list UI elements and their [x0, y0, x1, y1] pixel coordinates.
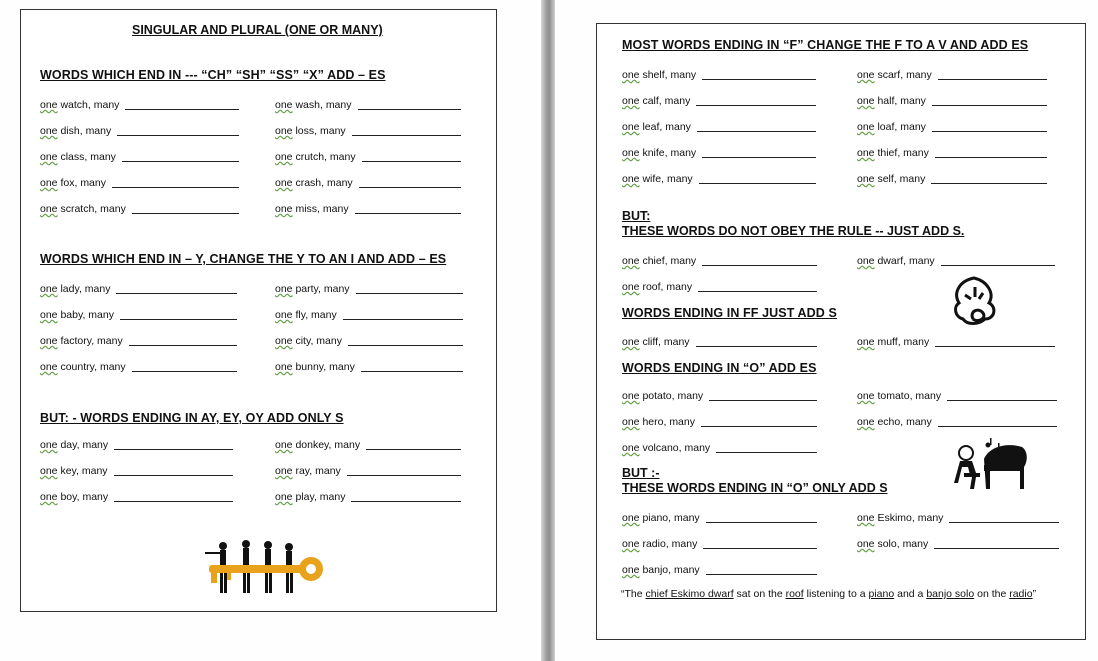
exercise-item: one thief, many — [857, 147, 929, 159]
word-many: many — [900, 121, 926, 133]
word-one: one — [275, 177, 293, 189]
answer-blank[interactable] — [702, 254, 817, 266]
exercise-item: one baby, many — [40, 309, 114, 321]
word-many: many — [82, 439, 109, 451]
singular-word: leaf — [642, 121, 660, 133]
answer-blank[interactable] — [709, 389, 817, 401]
singular-word: potato — [642, 390, 672, 402]
singular-word: day — [60, 439, 77, 451]
exercise-item: one calf, many — [622, 95, 691, 107]
singular-word: donkey — [295, 439, 329, 451]
word-one: one — [622, 538, 640, 550]
singular-word: ray — [295, 465, 310, 477]
answer-blank[interactable] — [697, 120, 816, 132]
word-one: one — [857, 173, 875, 185]
heading-just-add-s: THESE WORDS DO NOT OBEY THE RULE -- JUST ADD S. — [622, 224, 965, 238]
heading-exceptions-o — [622, 466, 888, 496]
answer-blank[interactable] — [132, 202, 239, 214]
exercise-item: one self, many — [857, 173, 926, 185]
answer-blank[interactable] — [355, 202, 461, 214]
word-one: one — [275, 439, 293, 451]
quote-text: ” — [1032, 588, 1037, 600]
word-many: many — [906, 416, 932, 428]
word-one: one — [857, 95, 875, 107]
answer-blank[interactable] — [696, 335, 817, 347]
word-one: one — [857, 538, 875, 550]
word-one: one — [275, 309, 293, 321]
answer-blank[interactable] — [356, 282, 463, 294]
word-one: one — [622, 336, 640, 348]
heading-o-add-es: WORDS ENDING IN “O” ADD ES — [622, 361, 817, 375]
singular-word: crash — [295, 177, 322, 189]
exercise-item: one fox, many — [40, 177, 106, 189]
word-one: one — [275, 361, 293, 373]
singular-word: miss — [295, 203, 318, 215]
word-many: many — [684, 442, 711, 454]
word-one: one — [622, 173, 640, 185]
quote-word: chief Eskimo dwarf — [645, 588, 734, 600]
answer-blank[interactable] — [129, 334, 237, 346]
word-many: many — [908, 255, 935, 267]
exercise-item: one wife, many — [622, 173, 693, 185]
word-many: many — [99, 361, 126, 373]
exercise-item: one donkey, many — [275, 439, 361, 451]
word-one: one — [622, 416, 640, 428]
singular-word: fox — [60, 177, 75, 189]
heading-exceptions-f — [622, 209, 964, 239]
singular-word: baby — [60, 309, 83, 321]
word-many: many — [900, 95, 926, 107]
word-one: one — [40, 203, 58, 215]
word-one: one — [622, 564, 640, 576]
exercise-item: one ray, many — [275, 465, 341, 477]
word-one: one — [40, 335, 58, 347]
answer-blank[interactable] — [935, 335, 1055, 347]
singular-word: calf — [642, 95, 659, 107]
singular-word: dish — [60, 125, 80, 137]
word-one: one — [857, 255, 875, 267]
word-many: many — [917, 512, 944, 524]
word-many: many — [677, 390, 704, 402]
singular-word: fly — [295, 309, 306, 321]
exercise-item: one class, many — [40, 151, 116, 163]
answer-blank[interactable] — [701, 415, 817, 427]
exercise-item: one wash, many — [275, 99, 352, 111]
quote-text: and a — [894, 588, 927, 600]
exercise-item: one volcano, many — [622, 442, 711, 454]
word-many: many — [80, 177, 106, 189]
word-many: many — [316, 335, 342, 347]
word-one: one — [857, 121, 875, 133]
word-one: one — [40, 309, 58, 321]
answer-blank[interactable] — [706, 563, 817, 575]
singular-word: knife — [642, 147, 665, 159]
singular-word: wash — [295, 99, 320, 111]
word-many: many — [90, 151, 116, 163]
answer-blank[interactable] — [114, 490, 233, 502]
answer-blank[interactable] — [702, 68, 816, 80]
word-one: one — [275, 465, 293, 477]
word-many: many — [319, 125, 346, 137]
word-one: one — [40, 465, 58, 477]
word-one: one — [275, 203, 293, 215]
exercise-item: one echo, many — [857, 416, 932, 428]
word-one: one — [857, 336, 875, 348]
exercise-item: one chief, many — [622, 255, 697, 267]
singular-word: factory — [60, 335, 92, 347]
exercise-item: one day, many — [40, 439, 109, 451]
singular-word: muff — [877, 336, 898, 348]
word-many: many — [84, 283, 111, 295]
word-one: one — [40, 491, 58, 503]
exercise-item: one lady, many — [40, 283, 111, 295]
word-many: many — [665, 121, 691, 133]
word-many: many — [334, 439, 361, 451]
word-many: many — [315, 465, 341, 477]
word-one: one — [40, 99, 58, 111]
answer-blank[interactable] — [358, 98, 461, 110]
quote-word: roof — [785, 588, 804, 600]
answer-blank[interactable] — [949, 511, 1059, 523]
heading-y-to-ies: WORDS WHICH END IN – Y, CHANGE THE Y TO AN I AND ADD – ES — [40, 252, 447, 266]
word-one: one — [622, 442, 640, 454]
answer-blank[interactable] — [362, 150, 461, 162]
quote-word: banjo solo — [926, 588, 975, 600]
word-many: many — [674, 564, 700, 576]
singular-word: crutch — [295, 151, 325, 163]
word-many: many — [323, 283, 350, 295]
singular-word: Eskimo — [877, 512, 912, 524]
worksheet-left — [20, 9, 497, 612]
leaf-swirl-icon — [949, 275, 999, 327]
exercise-item: one piano, many — [622, 512, 700, 524]
exercise-item: one shelf, many — [622, 69, 697, 81]
answer-blank[interactable] — [117, 124, 239, 136]
exercise-item: one crutch, many — [275, 151, 356, 163]
exercise-item: one watch, many — [40, 99, 120, 111]
answer-blank[interactable] — [116, 282, 237, 294]
answer-blank[interactable] — [348, 334, 463, 346]
page-divider — [541, 0, 555, 661]
word-many: many — [322, 203, 349, 215]
answer-blank[interactable] — [352, 124, 461, 136]
singular-word: self — [877, 173, 894, 185]
exercise-item: one scratch, many — [40, 203, 126, 215]
word-many: many — [93, 99, 120, 111]
exercise-item: one bunny, many — [275, 361, 355, 373]
exercise-item: one tomato, many — [857, 390, 942, 402]
heading-o-only-add-s: THESE WORDS ENDING IN “O” ONLY ADD S — [622, 481, 888, 495]
answer-blank[interactable] — [125, 98, 239, 110]
word-one: one — [40, 125, 58, 137]
singular-word: lady — [60, 283, 79, 295]
singular-word: city — [295, 335, 311, 347]
heading-but-label-2: BUT :- — [622, 466, 660, 480]
word-one: one — [275, 99, 293, 111]
exercise-item: one Eskimo, many — [857, 512, 944, 524]
singular-word: half — [877, 95, 895, 107]
exercise-item: one boy, many — [40, 491, 109, 503]
heading-but-label: BUT: — [622, 209, 651, 223]
answer-blank[interactable] — [932, 120, 1047, 132]
word-one: one — [40, 439, 58, 451]
worksheet-right — [596, 23, 1086, 640]
singular-word: radio — [642, 538, 666, 550]
singular-word: class — [60, 151, 85, 163]
answer-blank[interactable] — [120, 308, 237, 320]
answer-blank[interactable] — [941, 254, 1055, 266]
quote-text: on the — [974, 588, 1010, 600]
exercise-item: one solo, many — [857, 538, 929, 550]
singular-word: chief — [642, 255, 665, 267]
answer-blank[interactable] — [343, 308, 463, 320]
answer-blank[interactable] — [361, 360, 463, 372]
singular-word: party — [295, 283, 319, 295]
singular-word: echo — [877, 416, 901, 428]
word-one: one — [275, 125, 293, 137]
exercise-item: one scarf, many — [857, 69, 932, 81]
word-one: one — [622, 69, 640, 81]
answer-blank[interactable] — [351, 490, 461, 502]
answer-blank[interactable] — [112, 176, 239, 188]
word-one: one — [40, 151, 58, 163]
word-many: many — [674, 512, 700, 524]
word-many: many — [666, 281, 693, 293]
exercise-item: one muff, many — [857, 336, 930, 348]
word-many: many — [326, 177, 353, 189]
answer-blank[interactable] — [347, 464, 461, 476]
word-one: one — [622, 147, 640, 159]
singular-word: piano — [642, 512, 669, 524]
word-many: many — [903, 336, 930, 348]
exercise-item: one city, many — [275, 335, 342, 347]
word-one: one — [622, 255, 640, 267]
word-one: one — [275, 283, 293, 295]
word-one: one — [275, 491, 293, 503]
heading-ff-add-s: WORDS ENDING IN FF JUST ADD S — [622, 306, 837, 320]
word-many: many — [670, 69, 697, 81]
word-many: many — [329, 361, 355, 373]
answer-blank[interactable] — [716, 441, 817, 453]
word-many: many — [664, 95, 691, 107]
singular-word: play — [295, 491, 314, 503]
exercise-item: one country, many — [40, 361, 126, 373]
answer-blank[interactable] — [122, 150, 239, 162]
word-many: many — [663, 336, 690, 348]
answer-blank[interactable] — [359, 176, 461, 188]
word-many: many — [669, 416, 695, 428]
singular-word: hero — [642, 416, 664, 428]
word-many: many — [670, 147, 697, 159]
exercise-item: one loss, many — [275, 125, 346, 137]
word-one: one — [857, 147, 875, 159]
people-on-key-icon — [201, 538, 327, 598]
word-many: many — [903, 147, 929, 159]
exercise-item: one fly, many — [275, 309, 337, 321]
answer-blank[interactable] — [132, 360, 237, 372]
singular-word: wife — [642, 173, 662, 185]
answer-blank[interactable] — [938, 68, 1047, 80]
answer-blank[interactable] — [935, 146, 1047, 158]
word-one: one — [622, 121, 640, 133]
exercise-item: one party, many — [275, 283, 350, 295]
answer-blank[interactable] — [696, 94, 816, 106]
singular-word: boy — [60, 491, 77, 503]
exercise-item: one dwarf, many — [857, 255, 935, 267]
quote-word: radio — [1009, 588, 1033, 600]
singular-word: tomato — [877, 390, 910, 402]
answer-blank[interactable] — [706, 511, 817, 523]
answer-blank[interactable] — [938, 415, 1057, 427]
exercise-item: one key, many — [40, 465, 108, 477]
word-many: many — [311, 309, 337, 321]
word-many: many — [915, 390, 942, 402]
word-one: one — [857, 512, 875, 524]
exercise-item: one miss, many — [275, 203, 349, 215]
exercise-item: one factory, many — [40, 335, 123, 347]
answer-blank[interactable] — [366, 438, 461, 450]
exercise-item: one half, many — [857, 95, 926, 107]
exercise-item: one loaf, many — [857, 121, 926, 133]
answer-blank[interactable] — [931, 172, 1047, 184]
word-one: one — [622, 95, 640, 107]
heading-ay-ey-oy: BUT: - WORDS ENDING IN AY, EY, OY ADD ONLY S — [40, 411, 344, 425]
singular-word: loss — [295, 125, 315, 137]
word-one: one — [275, 151, 293, 163]
word-many: many — [97, 335, 123, 347]
singular-word: watch — [60, 99, 88, 111]
singular-word: roof — [642, 281, 661, 293]
word-many: many — [85, 125, 112, 137]
word-many: many — [906, 69, 932, 81]
word-many: many — [671, 538, 698, 550]
answer-blank[interactable] — [947, 389, 1057, 401]
singular-word: banjo — [642, 564, 669, 576]
quote-word: piano — [868, 588, 895, 600]
singular-word: cliff — [642, 336, 659, 348]
answer-blank[interactable] — [699, 172, 816, 184]
exercise-item: one hero, many — [622, 416, 695, 428]
word-one: one — [275, 335, 293, 347]
piano-player-icon — [950, 437, 1030, 493]
summary-sentence — [621, 588, 1036, 600]
singular-word: loaf — [877, 121, 895, 133]
word-one: one — [40, 177, 58, 189]
singular-word: country — [60, 361, 95, 373]
singular-word: scratch — [60, 203, 95, 215]
answer-blank[interactable] — [703, 537, 817, 549]
exercise-item: one dish, many — [40, 125, 112, 137]
exercise-item: one crash, many — [275, 177, 353, 189]
word-many: many — [88, 309, 114, 321]
exercise-item: one play, many — [275, 491, 346, 503]
singular-word: bunny — [295, 361, 324, 373]
word-one: one — [40, 361, 58, 373]
singular-word: dwarf — [877, 255, 904, 267]
exercise-item: one knife, many — [622, 147, 697, 159]
exercise-item: one leaf, many — [622, 121, 691, 133]
answer-blank[interactable] — [114, 464, 233, 476]
exercise-item: one roof, many — [622, 281, 693, 293]
word-many: many — [329, 151, 356, 163]
word-many: many — [902, 538, 929, 550]
answer-blank[interactable] — [702, 146, 816, 158]
word-many: many — [81, 465, 108, 477]
singular-word: shelf — [642, 69, 665, 81]
word-one: one — [40, 283, 58, 295]
answer-blank[interactable] — [932, 94, 1047, 106]
heading-ch-sh-ss-x: WORDS WHICH END IN --- “CH” “SH” “SS” “X” ADD – ES — [40, 68, 386, 82]
exercise-item: one radio, many — [622, 538, 698, 550]
exercise-item: one banjo, many — [622, 564, 700, 576]
exercise-item: one potato, many — [622, 390, 704, 402]
word-one: one — [622, 281, 640, 293]
quote-text: “The — [621, 588, 646, 600]
heading-f-to-ves: MOST WORDS ENDING IN “F” CHANGE THE F TO A V AND ADD ES — [622, 38, 1029, 52]
quote-text: sat on the — [733, 588, 786, 600]
quote-text: listening to a — [803, 588, 869, 600]
answer-blank[interactable] — [698, 280, 817, 292]
word-many: many — [100, 203, 126, 215]
answer-blank[interactable] — [934, 537, 1059, 549]
word-many: many — [899, 173, 926, 185]
word-many: many — [666, 173, 693, 185]
word-one: one — [622, 512, 640, 524]
word-one: one — [857, 416, 875, 428]
singular-word: volcano — [642, 442, 679, 454]
singular-word: solo — [877, 538, 897, 550]
singular-word: scarf — [877, 69, 901, 81]
word-one: one — [622, 390, 640, 402]
word-one: one — [857, 69, 875, 81]
word-many: many — [319, 491, 346, 503]
exercise-item: one cliff, many — [622, 336, 690, 348]
singular-word: thief — [877, 147, 898, 159]
word-one: one — [857, 390, 875, 402]
singular-word: key — [60, 465, 77, 477]
worksheet-title: SINGULAR AND PLURAL (ONE OR MANY) — [132, 23, 383, 37]
word-many: many — [670, 255, 697, 267]
word-many: many — [82, 491, 109, 503]
answer-blank[interactable] — [114, 438, 233, 450]
word-many: many — [325, 99, 352, 111]
